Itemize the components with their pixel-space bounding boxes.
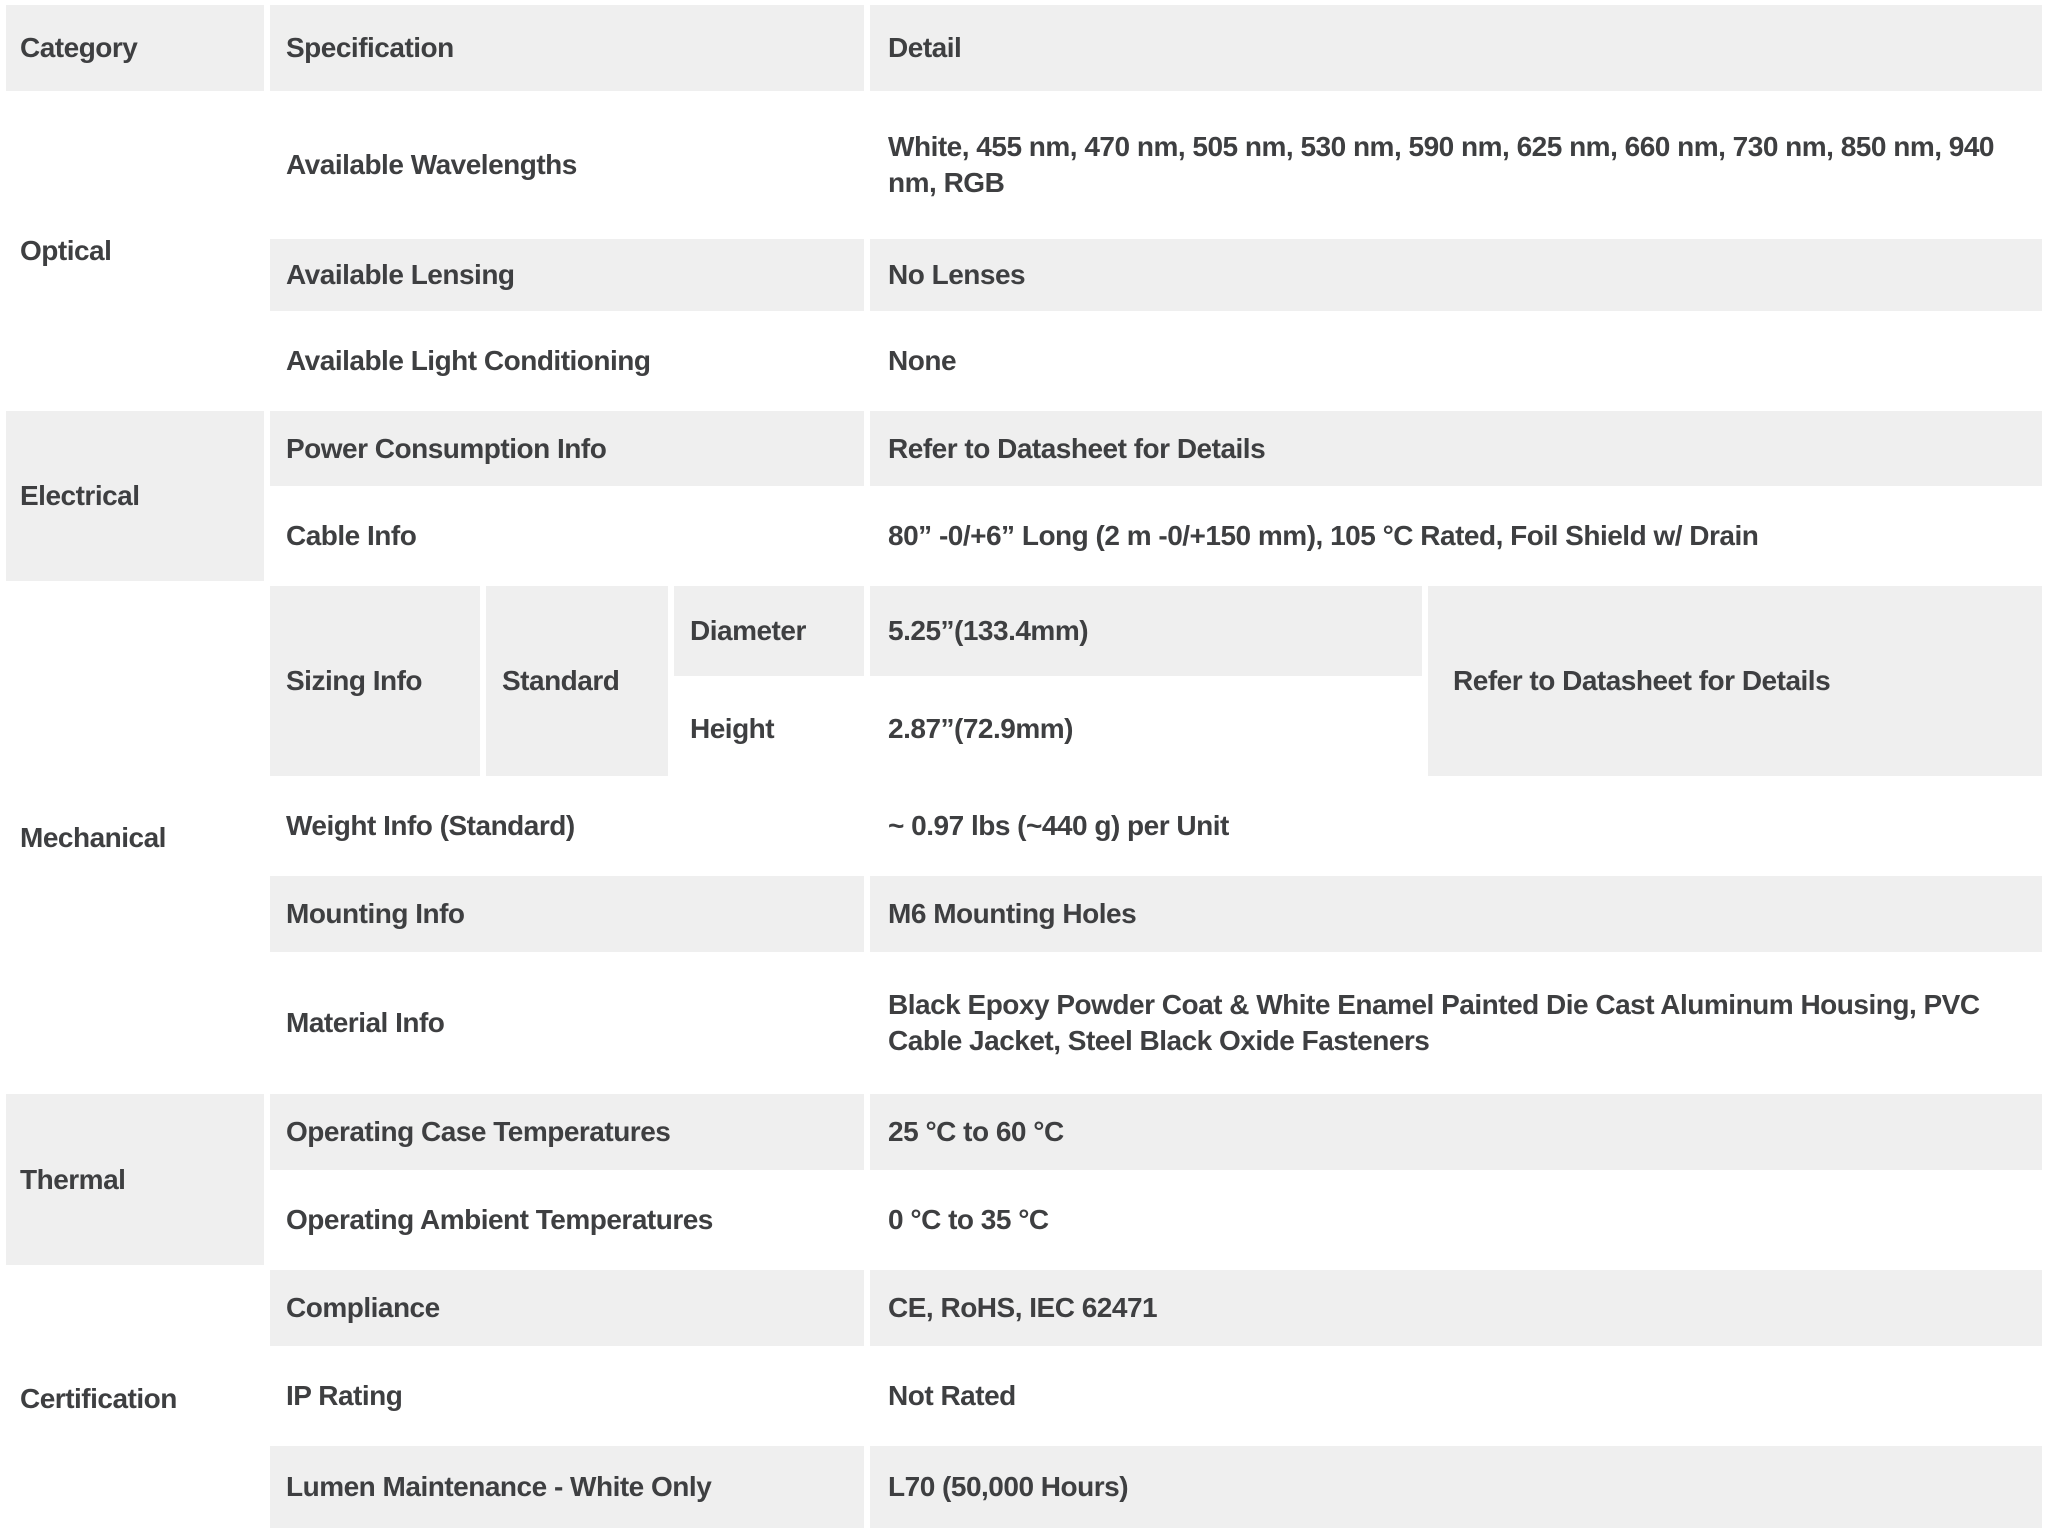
- detail-cell-mounting-info: M6 Mounting Holes: [870, 876, 2042, 952]
- detail-cell-available-wavelengths: White, 455 nm, 470 nm, 505 nm, 530 nm, 590 nm, 625 nm, 660 nm, 730 nm, 850 nm, 940 nm, RGB: [888, 131, 1995, 198]
- spec-cell-available-wavelengths: Available Wavelengths: [286, 149, 577, 180]
- table-row: [6, 957, 2042, 1089]
- table-row: [6, 781, 2042, 871]
- sizing-variant-cell-standard: Standard: [486, 586, 668, 776]
- detail-cell-available-lensing: No Lenses: [870, 239, 2042, 311]
- spec-cell-operating-case-temperatures: Operating Case Temperatures: [270, 1094, 864, 1170]
- detail-cell-operating-case-temperatures: 25 °C to 60 °C: [870, 1094, 2042, 1170]
- table-row: [6, 316, 2042, 406]
- header-specification-cell: Specification: [270, 5, 864, 91]
- header-category-cell: Category: [6, 5, 264, 91]
- spec-cell-cable-info: Cable Info: [286, 520, 417, 551]
- category-cell-optical: Optical: [20, 235, 112, 266]
- detail-cell-compliance: CE, RoHS, IEC 62471: [870, 1270, 2042, 1346]
- sizing-note-cell: Refer to Datasheet for Details: [1428, 586, 2042, 776]
- sizing-dimension-label-diameter: Diameter: [674, 586, 864, 676]
- table-row: [6, 1446, 2042, 1528]
- detail-cell-power-consumption-info: Refer to Datasheet for Details: [870, 411, 2042, 486]
- spec-cell-compliance: Compliance: [270, 1270, 864, 1346]
- spec-cell-available-lensing: Available Lensing: [270, 239, 864, 311]
- table-row: [6, 586, 2042, 676]
- spec-cell-material-info: Material Info: [286, 1007, 445, 1038]
- table-row: [6, 1175, 2042, 1265]
- detail-cell-operating-ambient-temperatures: 0 °C to 35 °C: [888, 1204, 1049, 1235]
- table-row: [6, 491, 2042, 581]
- spec-cell-operating-ambient-temperatures: Operating Ambient Temperatures: [286, 1204, 713, 1235]
- table-row: [6, 1094, 2042, 1170]
- spec-cell-sizing-info: Sizing Info: [270, 586, 480, 776]
- spec-cell-lumen-maintenance: Lumen Maintenance - White Only: [270, 1446, 864, 1528]
- header-detail-cell: Detail: [870, 5, 2042, 91]
- spec-cell-available-light-conditioning: Available Light Conditioning: [286, 345, 651, 376]
- detail-cell-material-info: Black Epoxy Powder Coat & White Enamel Painted Die Cast Aluminum Housing, PVC Cable Jacket, Steel Black Oxide Fasteners: [888, 989, 1980, 1056]
- spec-cell-mounting-info: Mounting Info: [270, 876, 864, 952]
- category-cell-electrical: Electrical: [6, 411, 264, 581]
- detail-cell-cable-info: 80” -0/+6” Long (2 m -0/+150 mm), 105 °C Rated, Foil Shield w/ Drain: [888, 520, 1759, 551]
- detail-cell-available-light-conditioning: None: [888, 345, 957, 376]
- category-cell-thermal: Thermal: [6, 1094, 264, 1265]
- sizing-dimension-value-height: 2.87”(72.9mm): [888, 712, 1073, 744]
- spec-cell-ip-rating: IP Rating: [286, 1380, 403, 1411]
- table-row: [6, 1270, 2042, 1346]
- table-row: [6, 876, 2042, 952]
- spec-cell-power-consumption-info: Power Consumption Info: [270, 411, 864, 486]
- table-row: [6, 239, 2042, 311]
- table-header-row: [6, 5, 2042, 91]
- table-row: [6, 1351, 2042, 1441]
- detail-cell-weight-info: ~ 0.97 lbs (~440 g) per Unit: [888, 810, 1229, 841]
- sizing-dimension-label-height: Height: [690, 712, 775, 744]
- sizing-dimension-value-diameter: 5.25”(133.4mm): [870, 586, 1422, 676]
- detail-cell-lumen-maintenance: L70 (50,000 Hours): [870, 1446, 2042, 1528]
- table-row: [6, 96, 2042, 234]
- category-cell-certification: Certification: [20, 1383, 177, 1414]
- category-cell-mechanical: Mechanical: [20, 821, 166, 853]
- detail-cell-ip-rating: Not Rated: [888, 1380, 1016, 1411]
- table-row: [6, 411, 2042, 486]
- spec-cell-weight-info: Weight Info (Standard): [286, 810, 575, 841]
